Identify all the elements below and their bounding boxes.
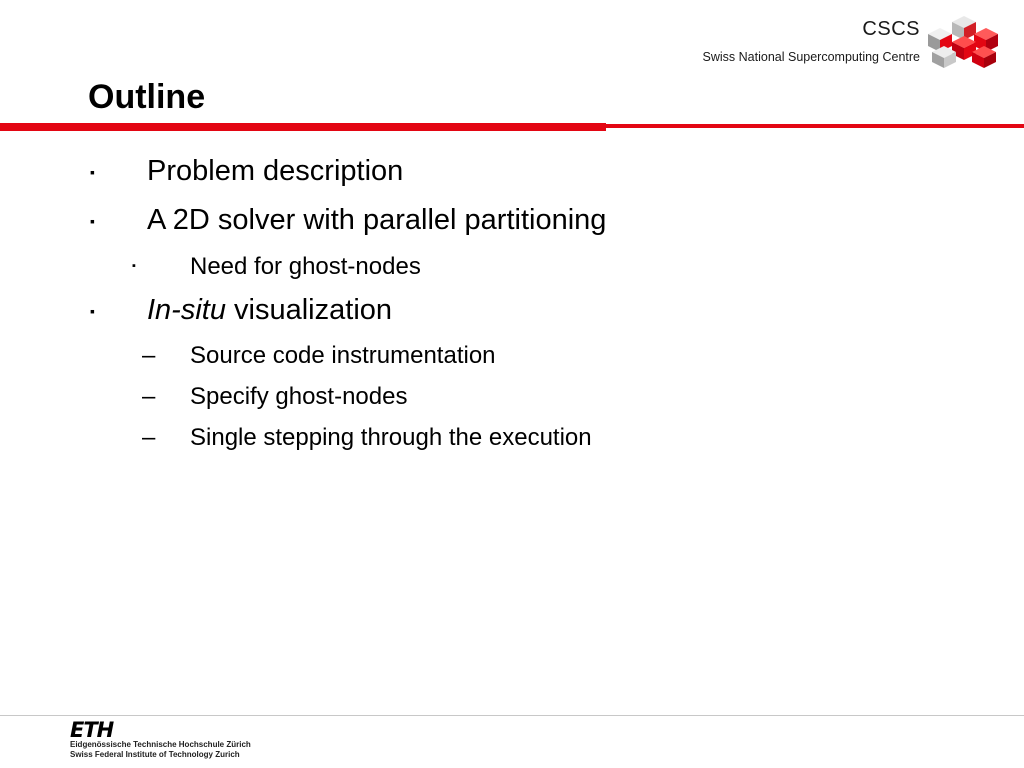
org-name: CSCS	[862, 18, 920, 40]
dash-bullet-icon: –	[142, 424, 156, 451]
eth-logo: ETH	[70, 718, 114, 742]
dash-bullet-icon: –	[142, 383, 156, 410]
sub-bullet-item	[142, 424, 592, 452]
title-rule-thick	[0, 123, 606, 131]
sub-bullet-item	[142, 342, 496, 370]
eth-name-german: Eidgenössische Technische Hochschule Zürich	[70, 740, 251, 749]
title-rule-thin	[606, 124, 1024, 128]
bullet-text: A 2D solver with parallel partitioning	[147, 204, 607, 236]
square-bullet-icon: ▪	[90, 164, 95, 180]
bullet-text: Source code instrumentation	[190, 342, 496, 369]
dash-bullet-icon: –	[142, 342, 156, 369]
sub-bullet-item	[132, 253, 421, 281]
eth-name-english: Swiss Federal Institute of Technology Zurich	[70, 750, 240, 759]
slide-title: Outline	[88, 78, 206, 116]
cscs-cubes-logo-icon	[924, 14, 1004, 70]
bullet-text: Need for ghost-nodes	[190, 253, 421, 280]
sub-bullet-item	[142, 383, 408, 411]
bullet-text: visualization	[225, 294, 393, 326]
bullet-item	[90, 204, 607, 237]
footer-rule	[0, 715, 1024, 716]
bullet-text: Problem description	[147, 155, 404, 187]
bullet-item	[90, 294, 393, 327]
bullet-text-italic: In-situ	[147, 294, 226, 326]
bullet-item	[90, 155, 404, 188]
square-bullet-icon: ▪	[132, 260, 136, 272]
square-bullet-icon: ▪	[90, 303, 95, 319]
bullet-text: Single stepping through the execution	[190, 424, 592, 451]
square-bullet-icon: ▪	[90, 213, 95, 229]
bullet-text: Specify ghost-nodes	[190, 383, 408, 410]
org-subtitle: Swiss National Supercomputing Centre	[702, 50, 920, 64]
